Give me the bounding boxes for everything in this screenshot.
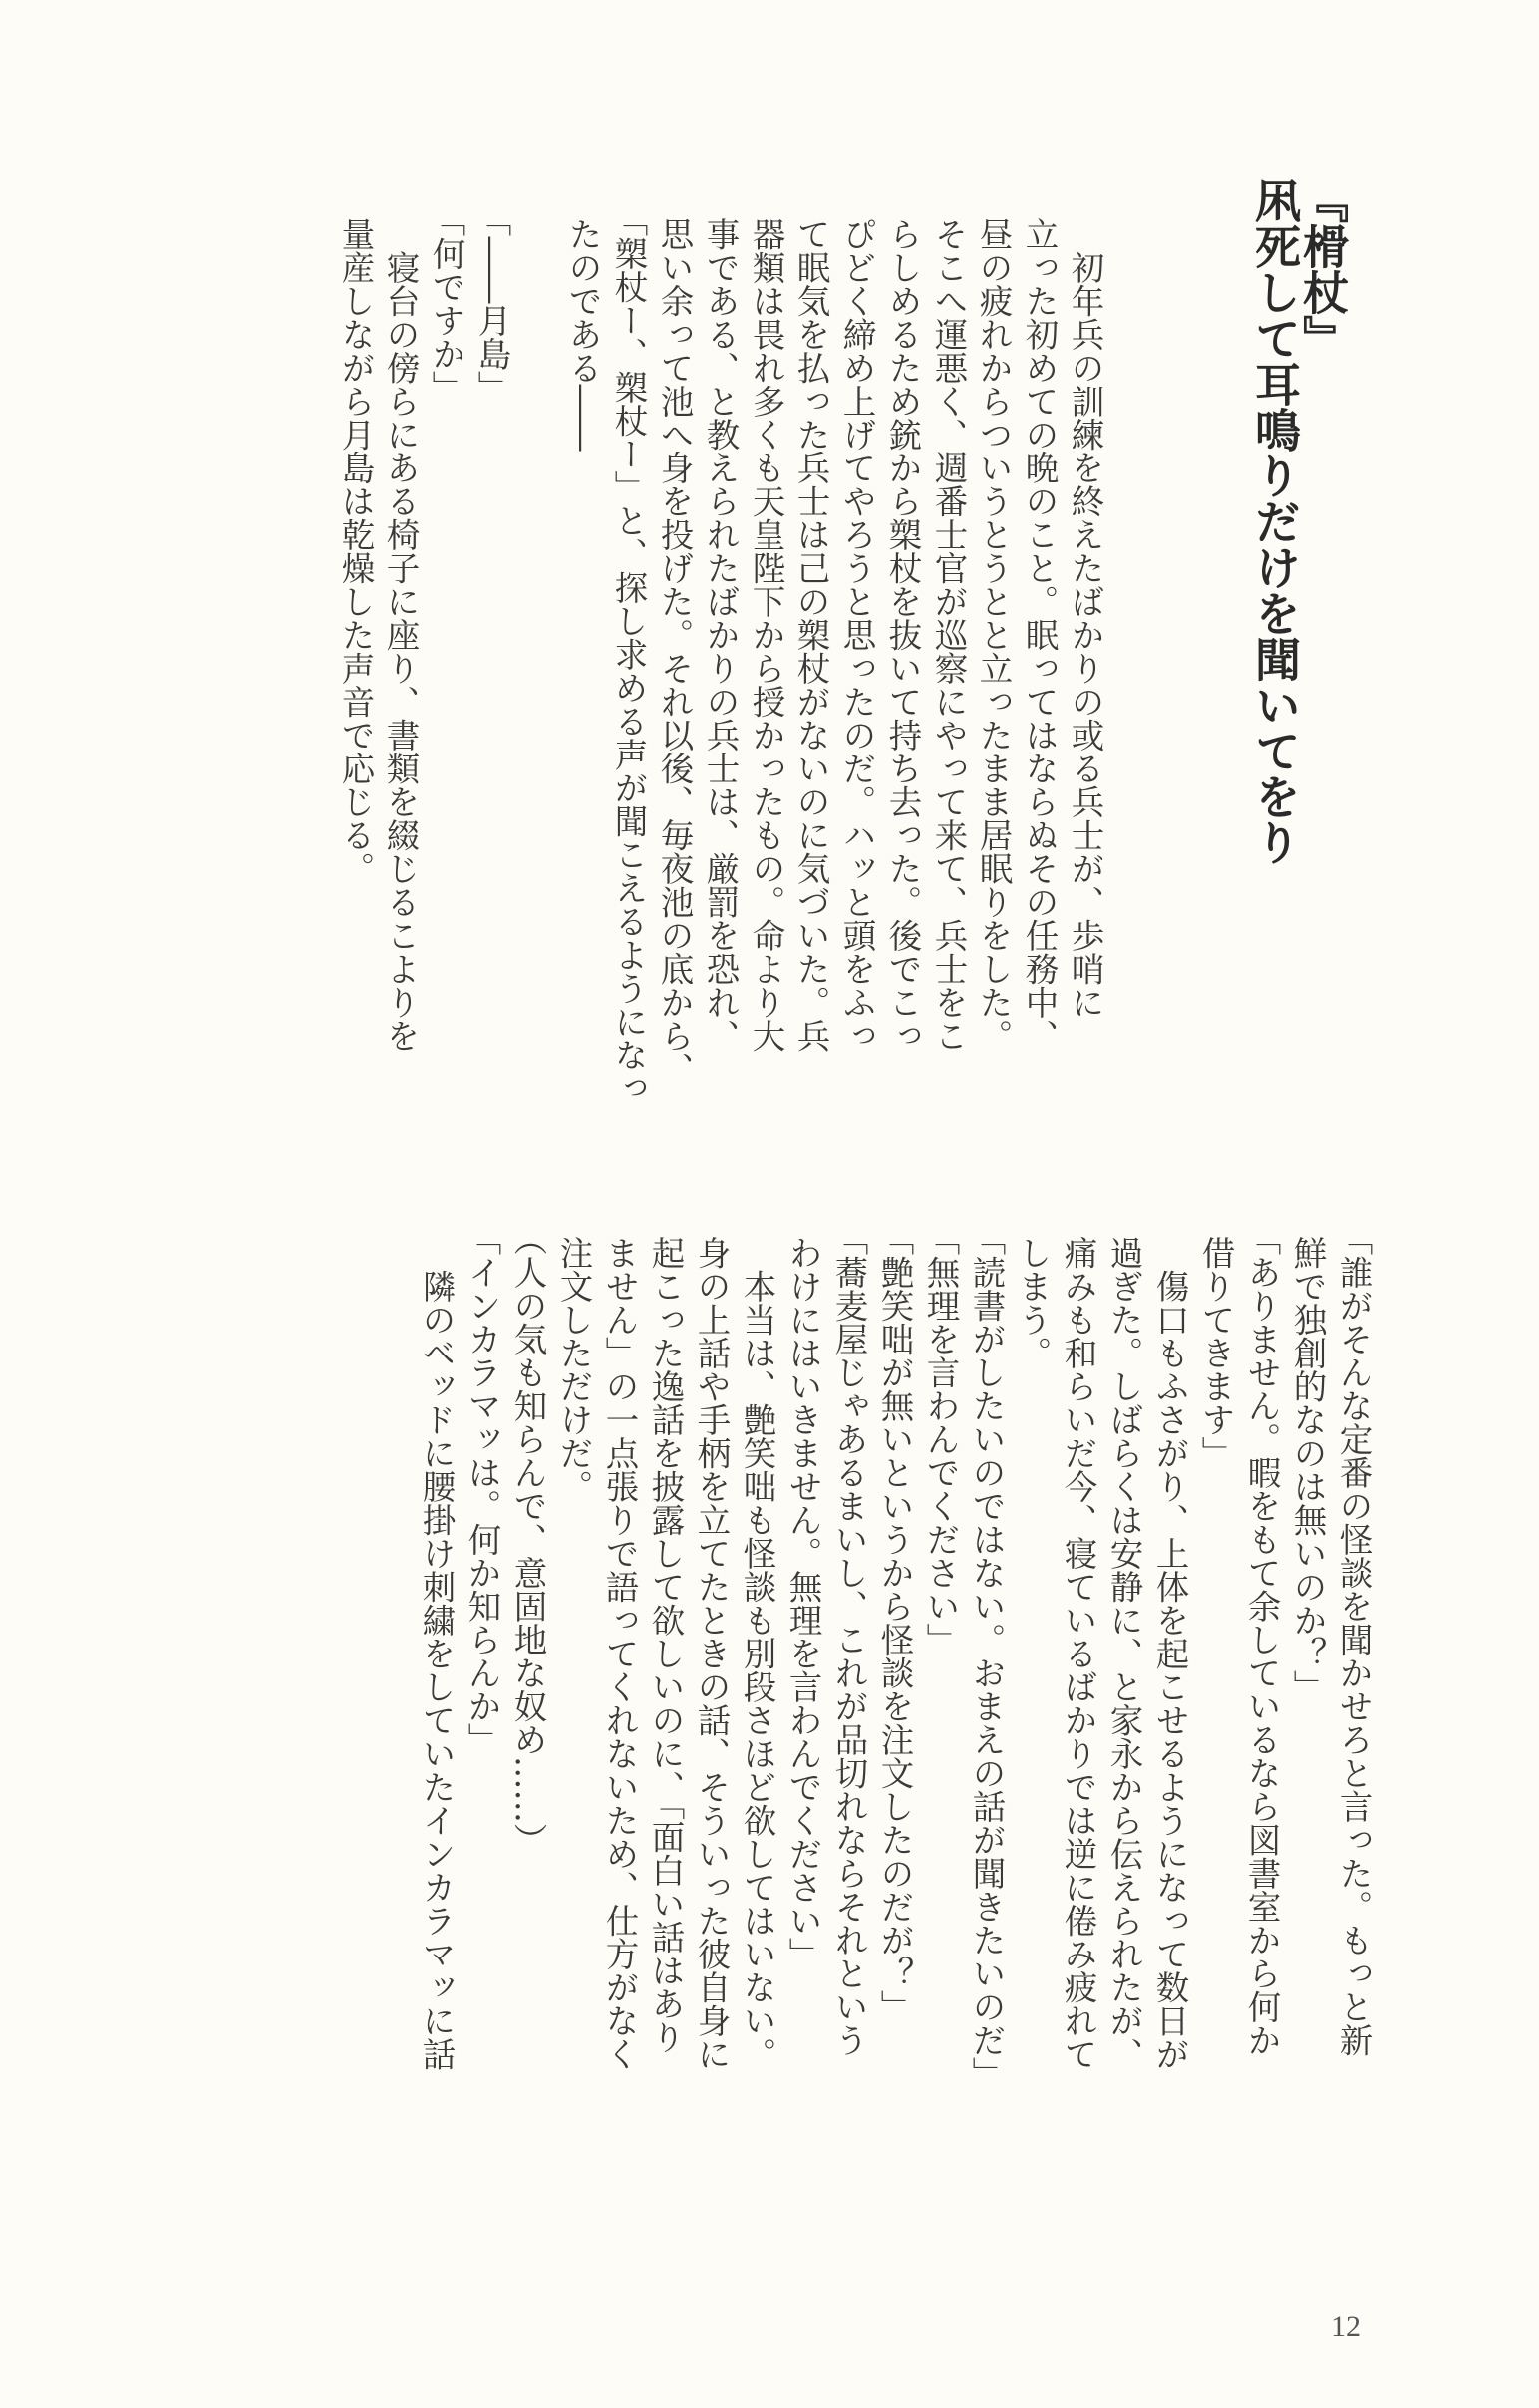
- text-column: 傷口もふさがり、上体を起こせるようになって数日が: [1150, 1236, 1189, 2071]
- page-number: 12: [1331, 2310, 1361, 2343]
- text-column: て眠気を払った兵士は己の槊杖がないのに気づいた。兵: [791, 217, 830, 1053]
- text-column: そこへ運悪く、週番士官が巡察にやって来て、兵士をこ: [929, 217, 968, 1053]
- text-column: 昼の疲れからついうとうとと立ったまま居眠りをした。: [974, 217, 1013, 1053]
- text-column: わけにはいきません。無理を言わんでください」: [783, 1236, 822, 1970]
- text-column: 「蕎麦屋じゃあるまいし、これが品切れならそれという: [829, 1222, 868, 2057]
- text-column: 「何ですか」: [427, 203, 465, 404]
- text-column: 「艶笑咄が無いというから怪談を注文したのだが？」: [875, 1222, 914, 2023]
- text-column: 器類は畏れ多くも天皇陛下から授かったもの。命より大: [747, 217, 785, 1053]
- text-column: 「――月島」: [472, 203, 511, 404]
- text-column: 鮮で独創的なのは無いのか？」: [1288, 1236, 1327, 1703]
- text-column: 借りてきます」: [1196, 1236, 1235, 1470]
- text-column: 「誰がそんな定番の怪談を聞かせろと言った。もっと新: [1334, 1222, 1373, 2057]
- text-column: （人の気も知らんで、意固地な奴め……）: [508, 1222, 547, 1857]
- text-column: ません」の一点張りで語ってくれないため、仕方がなく: [600, 1236, 639, 2071]
- text-column: 寝台の傍らにある椅子に座り、書類を綴じるこよりを: [381, 217, 420, 1053]
- text-column: 本当は、艶笑咄も怪談も別段さほど欲してはいない。: [738, 1236, 776, 2071]
- haiku-title-line1: 『榾杖』: [1296, 177, 1350, 361]
- text-column: たのである――: [563, 217, 602, 452]
- text-column: 痛みも和らいだ今、寝ているばかりでは逆に倦み疲れて: [1059, 1236, 1097, 2071]
- text-column: 「無理を言わんでください」: [921, 1222, 960, 1656]
- text-column: 「読書がしたいのではない。おまえの話が聞きたいのだ」: [967, 1222, 1006, 2090]
- text-column: 量産しながら月島は乾燥した声音で応じる。: [336, 217, 375, 885]
- text-column: 隣のベッドに腰掛け刺繍をしていたインカラマッに話: [417, 1236, 456, 2071]
- text-column: 事である、と教えられたばかりの兵士は、厳罰を恐れ、: [701, 217, 740, 1053]
- text-column: 注文しただけだ。: [554, 1236, 593, 1503]
- text-column: 起こった逸話を披露して欲しいのに、「面白い話はあり: [646, 1236, 685, 2054]
- text-column: 思い余って池へ身を投げた。それ以後、毎夜池の底から、: [655, 217, 694, 1085]
- text-column: 「槊杖ー、槊杖ー」と、探し求める声が聞こえるようになっ: [609, 203, 648, 1105]
- text-column: らしめるため銃から槊杖を抜いて持ち去った。後でこっ: [883, 217, 922, 1053]
- text-column: 「インカラマッは。何か知らんか」: [462, 1222, 501, 1756]
- haiku-title-line2: 凩死して耳鳴りだけを聞いてをり: [1248, 177, 1302, 865]
- text-column: 立った初めての晩のこと。眠ってはならぬその任務中、: [1020, 217, 1059, 1053]
- text-column: 「ありません。暇をもて余しているなら図書室から何か: [1242, 1222, 1281, 2057]
- text-column: 身の上話や手柄を立てたときの話、そういった彼自身に: [692, 1236, 731, 2071]
- text-column: 初年兵の訓練を終えたばかりの或る兵士が、歩哨に: [1066, 217, 1104, 1019]
- text-column: ぴどく締め上げてやろうと思ったのだ。ハッと頭をふっ: [837, 217, 876, 1053]
- text-column: 過ぎた。しばらくは安静に、と家永から伝えられたが、: [1104, 1236, 1143, 2071]
- text-column: しまう。: [1013, 1236, 1052, 1369]
